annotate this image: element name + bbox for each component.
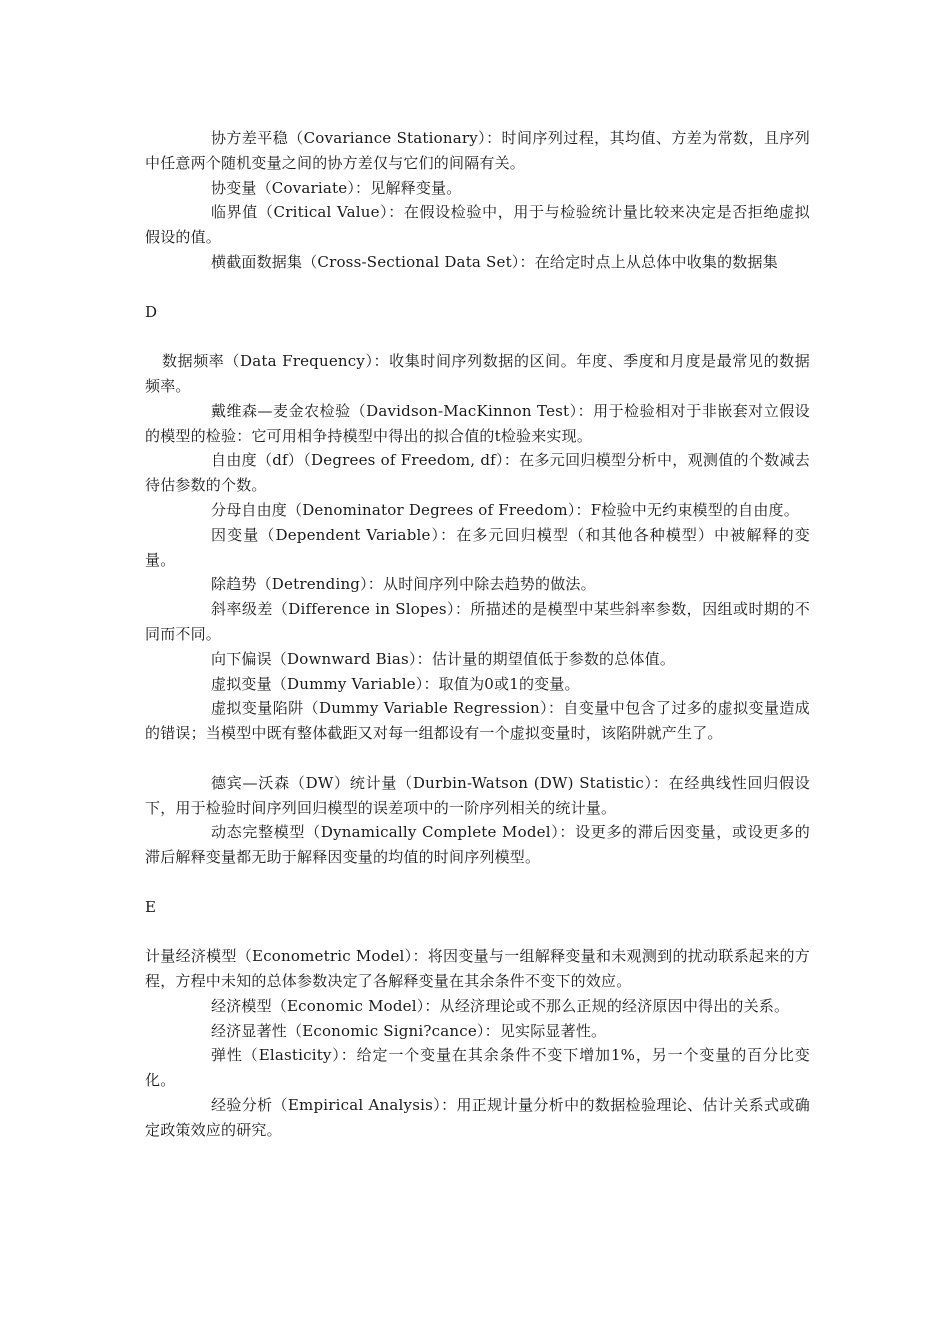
- entry-economic-significance: 经济显著性（Economic Signi?cance）：见实际显著性。: [211, 1021, 607, 1040]
- entry-covariate: 协变量（Covariate）：见解释变量。: [211, 178, 462, 197]
- entry-dynamically-complete-model: 动态完整模型（Dynamically Complete Model）：设更多的滞后因变量，或设更多的滞后解释变量都无助于解释因变量的均值的时间序列模型。: [145, 823, 810, 867]
- entry-dummy-variable-trap: 虚拟变量陷阱（Dummy Variable Regression）：自变量中包含了过多的虚拟变量造成的错误；当模型中既有整体截距又对每一组都设有一个虚拟变量时，该陷阱就产生了。: [145, 699, 810, 743]
- entry-data-frequency: 数据频率（Data Frequency）：收集时间序列数据的区间。年度、季度和月度是最常见的数据频率。: [145, 352, 810, 395]
- blank-line: [145, 746, 810, 771]
- entry-davidson-mackinnon-test: 戴维森—麦金农检验（Davidson-MacKinnon Test）：用于检验相对于非嵌套对立假设的模型的检验：它可用相争持模型中得出的拟合值的t检验来实现。: [145, 401, 810, 445]
- entry-dependent-variable: 因变量（Dependent Variable）：在多元回归模型（和其他各种模型）中被解释的变量。: [145, 525, 810, 569]
- entry-elasticity: 弹性（Elasticity）：给定一个变量在其余条件不变下增加1%，另一个变量的百分比变化。: [145, 1046, 810, 1090]
- entry-cross-sectional-data-set: 横截面数据集（Cross-Sectional Data Set）：在给定时点上从总体中收集的数据集: [211, 252, 778, 271]
- entry-covariance-stationary: 协方差平稳（Covariance Stationary）：时间序列过程，其均值、方差为常数，且序列中任意两个随机变量之间的协方差仅与它们的间隔有关。: [145, 129, 810, 172]
- entry-durbin-watson-statistic: 德宾—沃森（DW）统计量（Durbin-Watson (DW) Statistic）：在经典线性回归假设下，用于检验时间序列回归模型的误差项中的一阶序列相关的统计量。: [145, 773, 810, 817]
- entry-econometric-model: 计量经济模型（Econometric Model）：将因变量与一组解释变量和未观测到的扰动联系起来的方程，方程中未知的总体参数决定了各解释变量在其余条件不变下的效应。: [145, 947, 810, 991]
- entry-economic-model: 经济模型（Economic Model）：从经济理论或不那么正规的经济原因中得出的关系。: [211, 996, 790, 1015]
- entry-dummy-variable: 虚拟变量（Dummy Variable）：取值为0或1的变量。: [211, 674, 580, 693]
- entry-detrending: 除趋势（Detrending）：从时间序列中除去趋势的做法。: [211, 575, 596, 594]
- entry-critical-value: 临界值（Critical Value）：在假设检验中，用于与检验统计量比较来决定是否拒绝虚拟假设的值。: [145, 203, 810, 247]
- glossary-content: [145, 126, 810, 1143]
- section-heading-d: D: [145, 302, 158, 321]
- entry-degrees-of-freedom: 自由度（df）（Degrees of Freedom, df）：在多元回归模型分析中，观测值的个数减去待估参数的个数。: [145, 451, 810, 495]
- entry-empirical-analysis: 经验分析（Empirical Analysis）：用正规计量分析中的数据检验理论、估计关系式或确定政策效应的研究。: [145, 1096, 810, 1139]
- entry-downward-bias: 向下偏误（Downward Bias）：估计量的期望值低于参数的总体值。: [211, 649, 676, 668]
- entry-difference-in-slopes: 斜率级差（Difference in Slopes）：所描述的是模型中某些斜率参数，因组或时期的不同而不同。: [145, 600, 810, 643]
- section-heading-e: E: [145, 897, 157, 916]
- entry-denominator-degrees-of-freedom: 分母自由度（Denominator Degrees of Freedom）：F检验中无约束模型的自由度。: [211, 500, 799, 519]
